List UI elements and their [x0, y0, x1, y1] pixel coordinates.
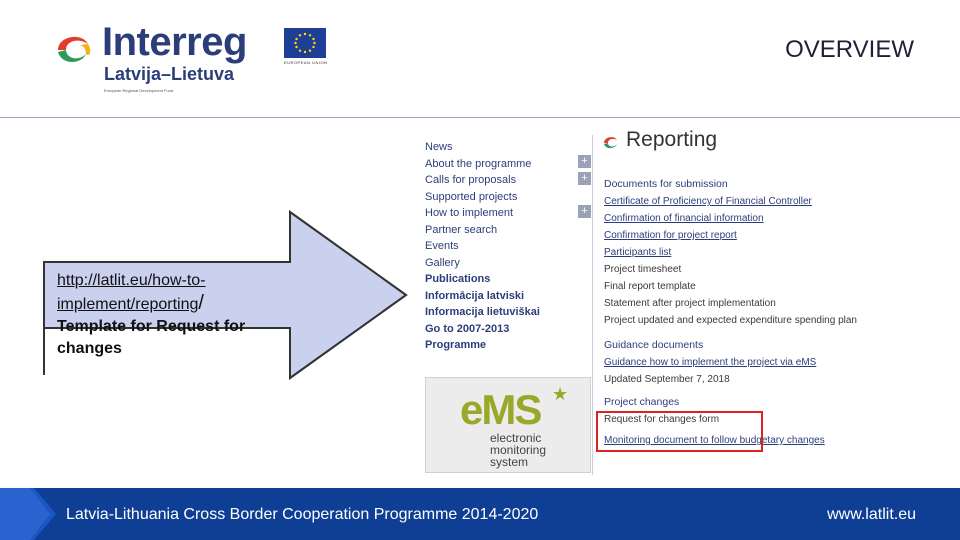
interreg-logo — [52, 22, 342, 102]
nav-item-2007-2013[interactable]: Go to 2007-2013 — [425, 322, 510, 335]
guidance-heading: Guidance documents — [604, 339, 704, 351]
expand-about-icon[interactable]: + — [578, 155, 591, 168]
eu-flag-icon — [284, 28, 326, 58]
interreg-swirl-icon — [52, 28, 96, 68]
ems-line-3: system — [490, 455, 529, 469]
doc-link-spending-plan[interactable]: Project updated and expected expenditure spending plan — [604, 315, 857, 326]
ems-logo: eMS — [460, 386, 541, 433]
monitoring-document-link[interactable]: Monitoring document to follow budgetary changes — [604, 435, 825, 446]
url-slash: / — [198, 292, 204, 314]
footer-chevron-icon — [0, 488, 58, 540]
doc-link-timesheet[interactable]: Project timesheet — [604, 264, 682, 275]
footer-url[interactable]: www.latlit.eu — [827, 506, 916, 523]
reporting-url-link[interactable]: http://latlit.eu/how-to-implement/reporting — [57, 272, 206, 313]
documents-heading: Documents for submission — [604, 178, 728, 190]
highlight-box — [596, 411, 763, 452]
doc-link-certificate[interactable]: Certificate of Proficiency of Financial Controller — [604, 196, 812, 207]
logo-subtitle: Latvija–Lietuva — [104, 64, 235, 84]
expand-how-to-implement-icon[interactable]: + — [578, 205, 591, 218]
nav-item-about[interactable]: About the programme — [425, 157, 532, 170]
nav-item-programme[interactable]: Programme — [425, 339, 487, 351]
nav-item-calls[interactable]: Calls for proposals — [425, 174, 517, 186]
ems-line-1: electronic — [490, 431, 542, 445]
nav-item-supported-projects[interactable]: Supported projects — [425, 190, 518, 203]
site-navigation — [425, 139, 595, 354]
ems-star-icon: ★ — [552, 384, 569, 404]
doc-link-final-report[interactable]: Final report template — [604, 281, 696, 292]
doc-link-statement[interactable]: Statement after project implementation — [604, 298, 776, 309]
guidance-updated: Updated September 7, 2018 — [604, 374, 730, 385]
expand-calls-icon[interactable]: + — [578, 172, 591, 185]
reporting-heading: Reporting — [626, 128, 718, 151]
nav-item-events[interactable]: Events — [425, 240, 459, 252]
footer-programme-text: Latvia-Lithuania Cross Border Cooperation Programme 2014-2020 — [66, 506, 539, 523]
nav-item-gallery[interactable]: Gallery — [425, 256, 460, 269]
nav-item-partner-search[interactable]: Partner search — [425, 223, 498, 236]
callout-text — [57, 270, 297, 360]
nav-item-news[interactable]: News — [425, 141, 453, 153]
spacer — [604, 329, 924, 337]
logo-tagline: European Regional Development Fund — [104, 88, 174, 93]
project-changes-heading: Project changes — [604, 396, 680, 408]
reporting-swirl-icon — [602, 134, 620, 150]
nav-item-how-to-implement[interactable]: How to implement — [425, 207, 514, 219]
doc-link-financial-info[interactable]: Confirmation of financial information — [604, 213, 764, 224]
doc-link-project-report[interactable]: Confirmation for project report — [604, 230, 737, 241]
nav-item-latvian[interactable]: Informācija latviski — [425, 289, 525, 302]
page-title: OVERVIEW — [785, 36, 914, 63]
content-divider — [592, 135, 593, 475]
nav-item-publications[interactable]: Publications — [425, 273, 491, 285]
nav-item-lithuanian[interactable]: Informacija lietuviškai — [425, 306, 540, 318]
ems-line-2: monitoring — [490, 443, 547, 457]
doc-link-participants[interactable]: Participants list — [604, 247, 672, 258]
ems-banner[interactable] — [425, 377, 591, 473]
callout-description: Template for Request for changes — [57, 318, 246, 357]
guidance-link[interactable]: Guidance how to implement the project via eMS — [604, 357, 817, 368]
reporting-document-list — [604, 176, 924, 449]
request-for-changes-link[interactable]: Request for changes form — [604, 414, 720, 425]
logo-wordmark: Interreg — [102, 20, 247, 64]
eu-label: EUROPEAN UNION — [284, 60, 328, 65]
header-divider — [0, 117, 960, 118]
